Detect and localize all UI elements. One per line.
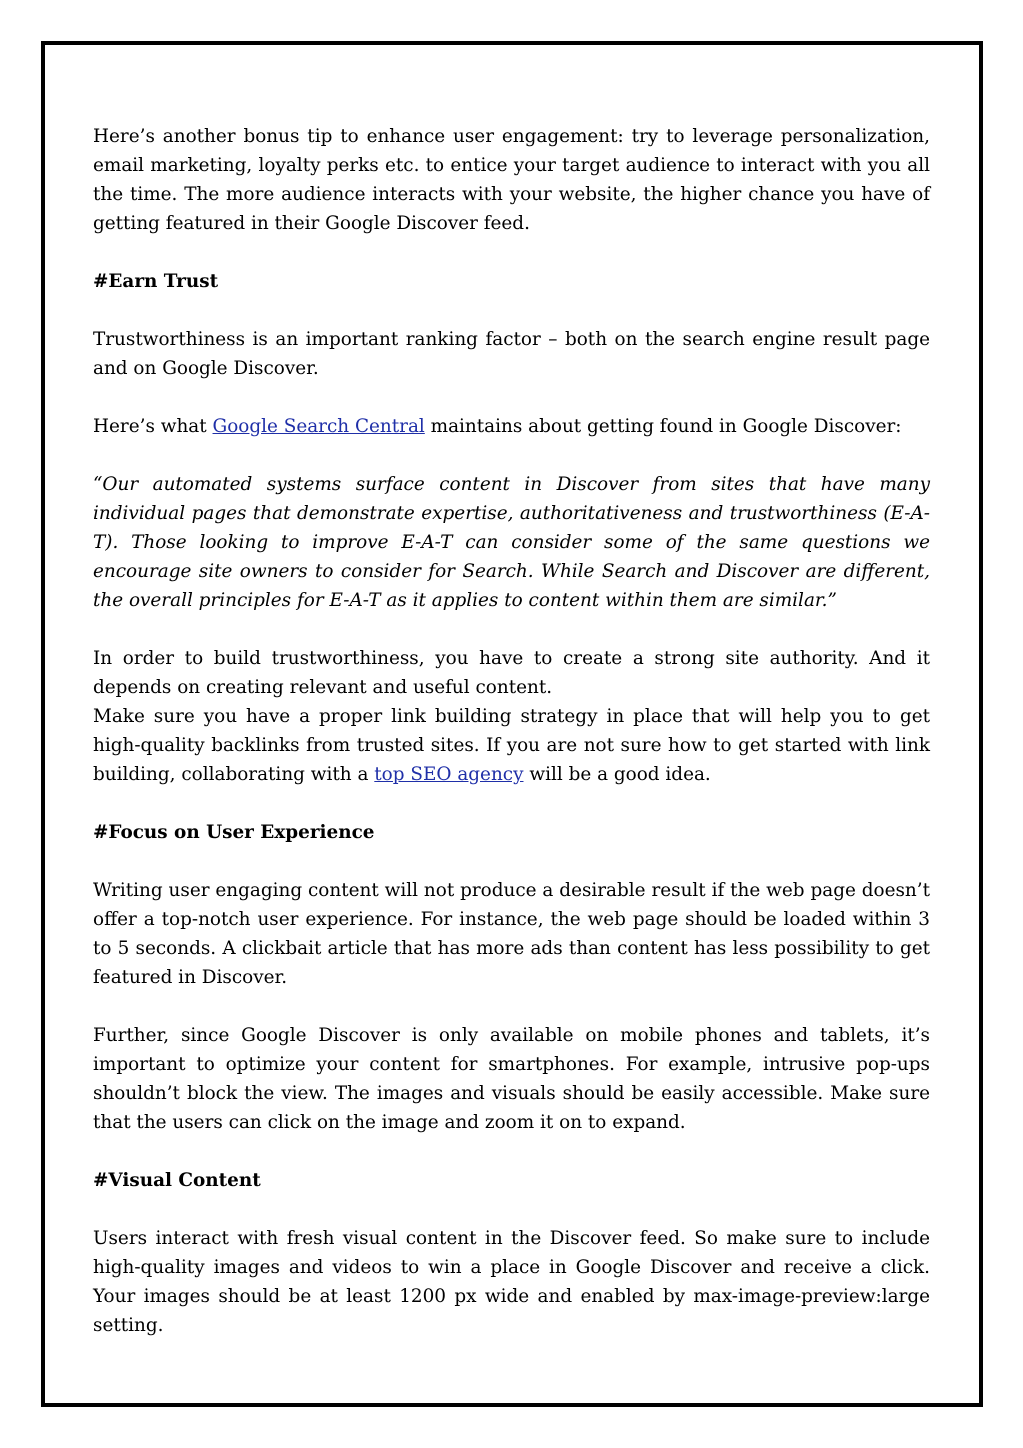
paragraph-bonus-tip: Here’s another bonus tip to enhance user engagement: try to leverage personalization, email marketing, loyalty perks etc. to entice your target audience to interact with you all the time. The more audience interacts with your website, the higher chance you have of getting featured in their Google Discover feed. xyxy=(93,126,930,234)
heading-visual-content: #Visual Content xyxy=(93,1170,261,1191)
text-segment: maintains about getting found in Google Discover: xyxy=(424,416,902,437)
text-segment: Make sure you have a proper link building strategy in place that will help you to get high-quality backlinks from trusted sites. If you are not sure how to get started with link building, collaborating with a xyxy=(93,706,930,785)
text-segment: will be a good idea. xyxy=(523,764,711,785)
document-body xyxy=(93,122,930,1340)
paragraph-mobile-optimization: Further, since Google Discover is only available on mobile phones and tablets, it’s important to optimize your content for smartphones. For example, intrusive pop-ups shouldn’t block the view. The images and visuals should be easily accessible. Make sure that the users can click on the image and zoom it on to expand. xyxy=(93,1025,930,1133)
paragraph-link-building xyxy=(93,702,930,789)
paragraph-build-trust: In order to build trustworthiness, you have to create a strong site authority. And it depends on creating relevant and useful content. xyxy=(93,648,930,698)
paragraph-user-experience: Writing user engaging content will not produce a desirable result if the web page doesn’t offer a top-notch user experience. For instance, the web page should be loaded within 3 to 5 seconds. A clickbait article that has more ads than content has less possibility to get featured in Discover. xyxy=(93,880,930,988)
paragraph-search-central xyxy=(93,412,930,441)
paragraph-visual-content: Users interact with fresh visual content in the Discover feed. So make sure to include high-quality images and videos to win a place in Google Discover and receive a click. Your images should be at least 1200 px wide and enabled by max-image-preview:large setting. xyxy=(93,1228,930,1336)
paragraph-trustworthiness: Trustworthiness is an important ranking factor – both on the search engine result page and on Google Discover. xyxy=(93,329,930,379)
google-search-central-link[interactable]: Google Search Central xyxy=(212,416,425,437)
heading-earn-trust: #Earn Trust xyxy=(93,271,219,292)
text-segment: Here’s what xyxy=(93,416,213,437)
heading-user-experience: #Focus on User Experience xyxy=(93,822,375,843)
top-seo-agency-link[interactable]: top SEO agency xyxy=(374,764,524,785)
quote-block: “Our automated systems surface content in Discover from sites that have many individual pages that demonstrate expertise, authoritativeness and trustworthiness (E-A-T). Those looking to improve E-A-T can consider some of the same questions we encourage site owners to consider for Search. While Search and Discover are different, the overall principles for E-A-T as it applies to content within them are similar.” xyxy=(93,474,930,611)
